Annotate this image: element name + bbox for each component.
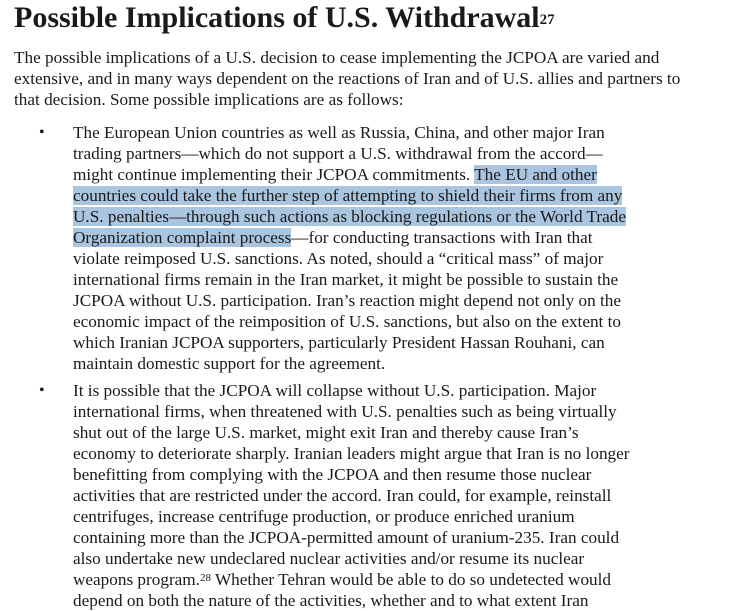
- text-line: [73, 206, 733, 227]
- text-line: It is possible that the JCPOA will collapse without U.S. participation. Major: [73, 381, 597, 400]
- text-line: economy to deteriorate sharply. Iranian leaders might argue that Iran is no longer: [73, 444, 630, 463]
- text-run: Whether Tehran would be able to do so undetected would: [210, 570, 612, 589]
- bullet-marker: •: [39, 382, 45, 399]
- text-line: trading partners—which do not support a U.S. withdrawal from the accord—: [73, 144, 603, 163]
- highlighted-text[interactable]: Organization complaint process: [73, 228, 292, 247]
- section-heading-text: Possible Implications of U.S. Withdrawal: [14, 1, 540, 34]
- text-line: which Iranian JCPOA supporters, particularly President Hassan Rouhani, can: [73, 333, 605, 352]
- intro-line: extensive, and in many ways dependent on the reactions of Iran and of U.S. allies and partners to: [14, 69, 681, 88]
- heading-footnote-ref[interactable]: 27: [539, 12, 555, 28]
- text-line: The European Union countries as well as Russia, China, and other major Iran: [73, 123, 605, 142]
- text-line: [73, 164, 733, 185]
- intro-line: that decision. Some possible implications are as follows:: [14, 90, 404, 109]
- bullet-item-jcpoa-collapse: [73, 380, 733, 611]
- footnote-ref[interactable]: 28: [199, 572, 211, 584]
- bullet-item-eu-response: [73, 122, 733, 374]
- text-line: JCPOA without U.S. participation. Iran’s reaction might depend not only on the: [73, 291, 622, 310]
- text-line: activities that are restricted under the accord. Iran could, for example, reinstall: [73, 486, 612, 505]
- text-run: might continue implementing their JCPOA commitments.: [73, 165, 475, 184]
- text-line: international firms, when threatened with U.S. penalties such as being virtually: [73, 402, 617, 421]
- intro-line: The possible implications of a U.S. decision to cease implementing the JCPOA are varied and: [14, 48, 660, 67]
- text-line: economic impact of the reimposition of U.S. sanctions, but also on the extent to: [73, 312, 621, 331]
- text-line: international firms remain in the Iran market, it might be possible to sustain the: [73, 270, 619, 289]
- text-line: [73, 569, 733, 590]
- text-line: violate reimposed U.S. sanctions. As noted, should a “critical mass” of major: [73, 249, 604, 268]
- intro-paragraph: [14, 47, 734, 110]
- text-line: also undertake new undeclared nuclear activities and/or resume its nuclear: [73, 549, 585, 568]
- text-line: [73, 227, 733, 248]
- highlighted-text[interactable]: U.S. penalties—through such actions as blocking regulations or the World Trade: [73, 207, 626, 226]
- bullet-marker: •: [39, 124, 45, 141]
- highlighted-text[interactable]: countries could take the further step of attempting to shield their firms from any: [73, 186, 623, 205]
- text-line: depend on both the nature of the activities, whether and to what extent Iran: [73, 591, 589, 610]
- text-run: weapons program.: [73, 570, 200, 589]
- section-heading: [14, 0, 555, 36]
- text-line: centrifuges, increase centrifuge production, or produce enriched uranium: [73, 507, 575, 526]
- text-line: maintain domestic support for the agreement.: [73, 354, 386, 373]
- text-run: —for conducting transactions with Iran that: [291, 228, 593, 247]
- text-line: [73, 185, 733, 206]
- text-line: shut out of the large U.S. market, might exit Iran and thereby cause Iran’s: [73, 423, 579, 442]
- text-line: benefitting from complying with the JCPOA and then resume those nuclear: [73, 465, 592, 484]
- text-line: containing more than the JCPOA-permitted amount of uranium-235. Iran could: [73, 528, 620, 547]
- highlighted-text[interactable]: The EU and other: [474, 165, 597, 184]
